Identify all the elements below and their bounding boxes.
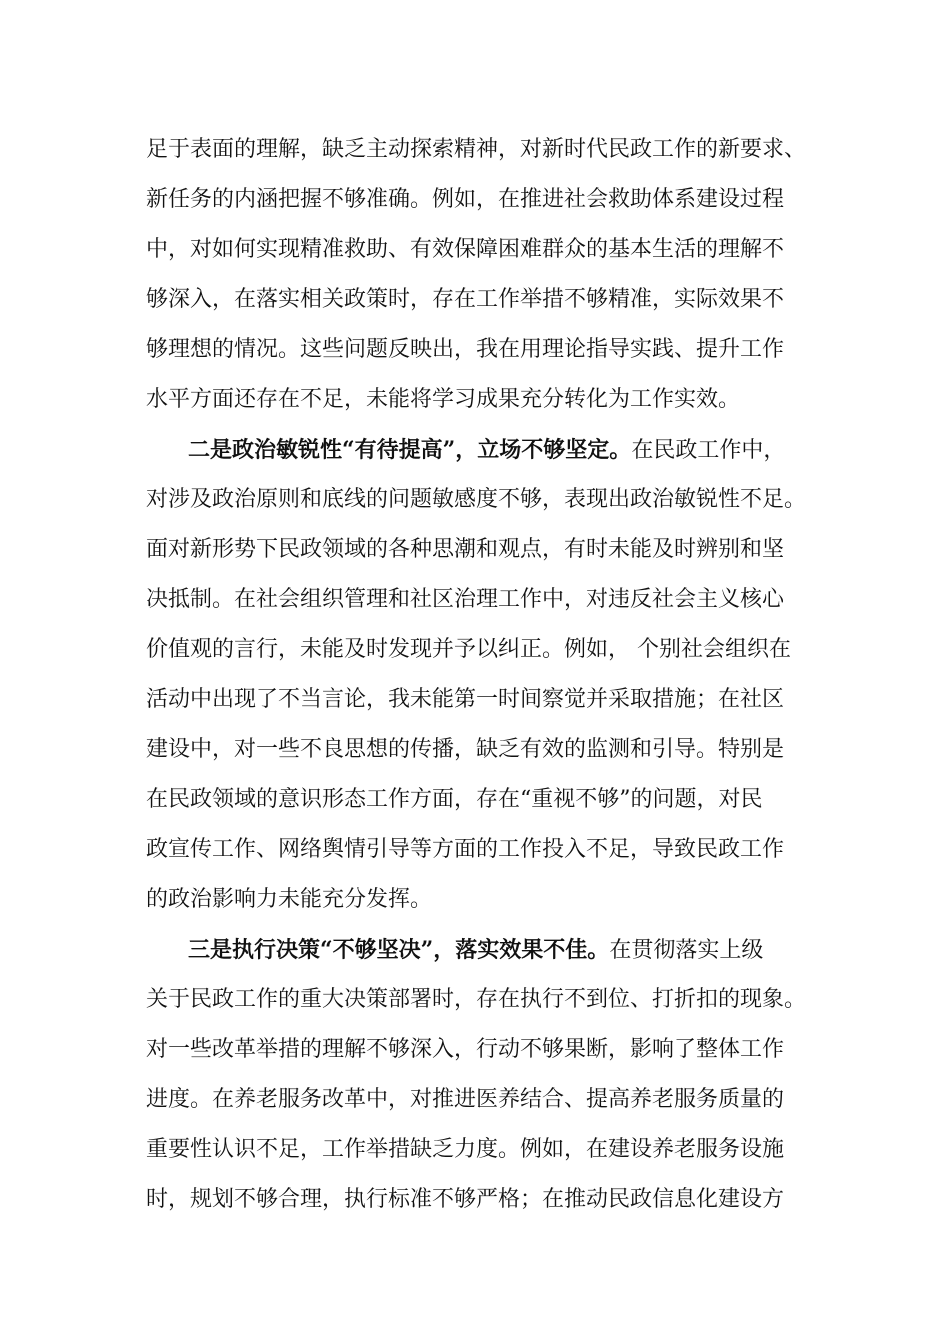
paragraph-2-line-10: 的政治影响力未能充分发挥。 [146, 887, 433, 912]
paragraph-2-line-5: 价值观的言行，未能及时发现并予以纠正。例如， 个别社会组织在 [146, 637, 791, 662]
paragraph-3-line-3: 对一些改革举措的理解不够深入，行动不够果断，影响了整体工作 [146, 1037, 785, 1062]
paragraph-1-line-2: 新任务的内涵把握不够准确。例如，在推进社会救助体系建设过程 [146, 187, 785, 212]
paragraph-1-line-3: 中，对如何实现精准救助、有效保障困难群众的基本生活的理解不 [146, 237, 785, 262]
paragraph-2-line-2: 对涉及政治原则和底线的问题敏感度不够，表现出政治敏锐性不足。 [146, 487, 807, 512]
paragraph-1-line-5: 够理想的情况。这些问题反映出，我在用理论指导实践、提升工作 [146, 337, 785, 362]
paragraph-3-line-4: 进度。在养老服务改革中，对推进医养结合、提高养老服务质量的 [146, 1087, 785, 1112]
paragraph-2-first-line [188, 432, 785, 468]
paragraph-3-line-2: 关于民政工作的重大决策部署时，存在执行不到位、打折扣的现象。 [146, 987, 807, 1012]
paragraph-2-heading: 二是政治敏锐性“有待提高”，立场不够坚定。 [188, 437, 632, 463]
paragraph-3-line-6: 时，规划不够合理，执行标准不够严格；在推动民政信息化建设方 [146, 1187, 785, 1212]
paragraph-2-first-line-rest: 在民政工作中， [631, 438, 786, 463]
paragraph-1-line-6: 水平方面还存在不足，未能将学习成果充分转化为工作实效。 [146, 387, 741, 412]
paragraph-2-line-3: 面对新形势下民政领域的各种思潮和观点，有时未能及时辨别和坚 [146, 537, 785, 562]
paragraph-3-heading: 三是执行决策“不够坚决”，落实效果不佳。 [188, 937, 610, 963]
paragraph-1-line-4: 够深入，在落实相关政策时，存在工作举措不够精准，实际效果不 [146, 287, 785, 312]
paragraph-2-line-7: 建设中，对一些不良思想的传播，缺乏有效的监测和引导。特别是 [146, 737, 785, 762]
paragraph-3-first-line-rest: 在贯彻落实上级 [609, 938, 764, 963]
paragraph-2-line-4: 决抵制。在社会组织管理和社区治理工作中，对违反社会主义核心 [146, 587, 785, 612]
paragraph-3-line-5: 重要性认识不足，工作举措缺乏力度。例如，在建设养老服务设施 [146, 1137, 785, 1162]
paragraph-2-line-8: 在民政领域的意识形态工作方面，存在“重视不够”的问题，对民 [146, 787, 763, 812]
paragraph-2-line-9: 政宣传工作、网络舆情引导等方面的工作投入不足，导致民政工作 [146, 837, 785, 862]
paragraph-2-line-6: 活动中出现了不当言论，我未能第一时间察觉并采取措施；在社区 [146, 687, 785, 712]
paragraph-1-line-1: 足于表面的理解，缺乏主动探索精神，对新时代民政工作的新要求、 [146, 137, 807, 162]
paragraph-3-first-line [188, 932, 763, 968]
